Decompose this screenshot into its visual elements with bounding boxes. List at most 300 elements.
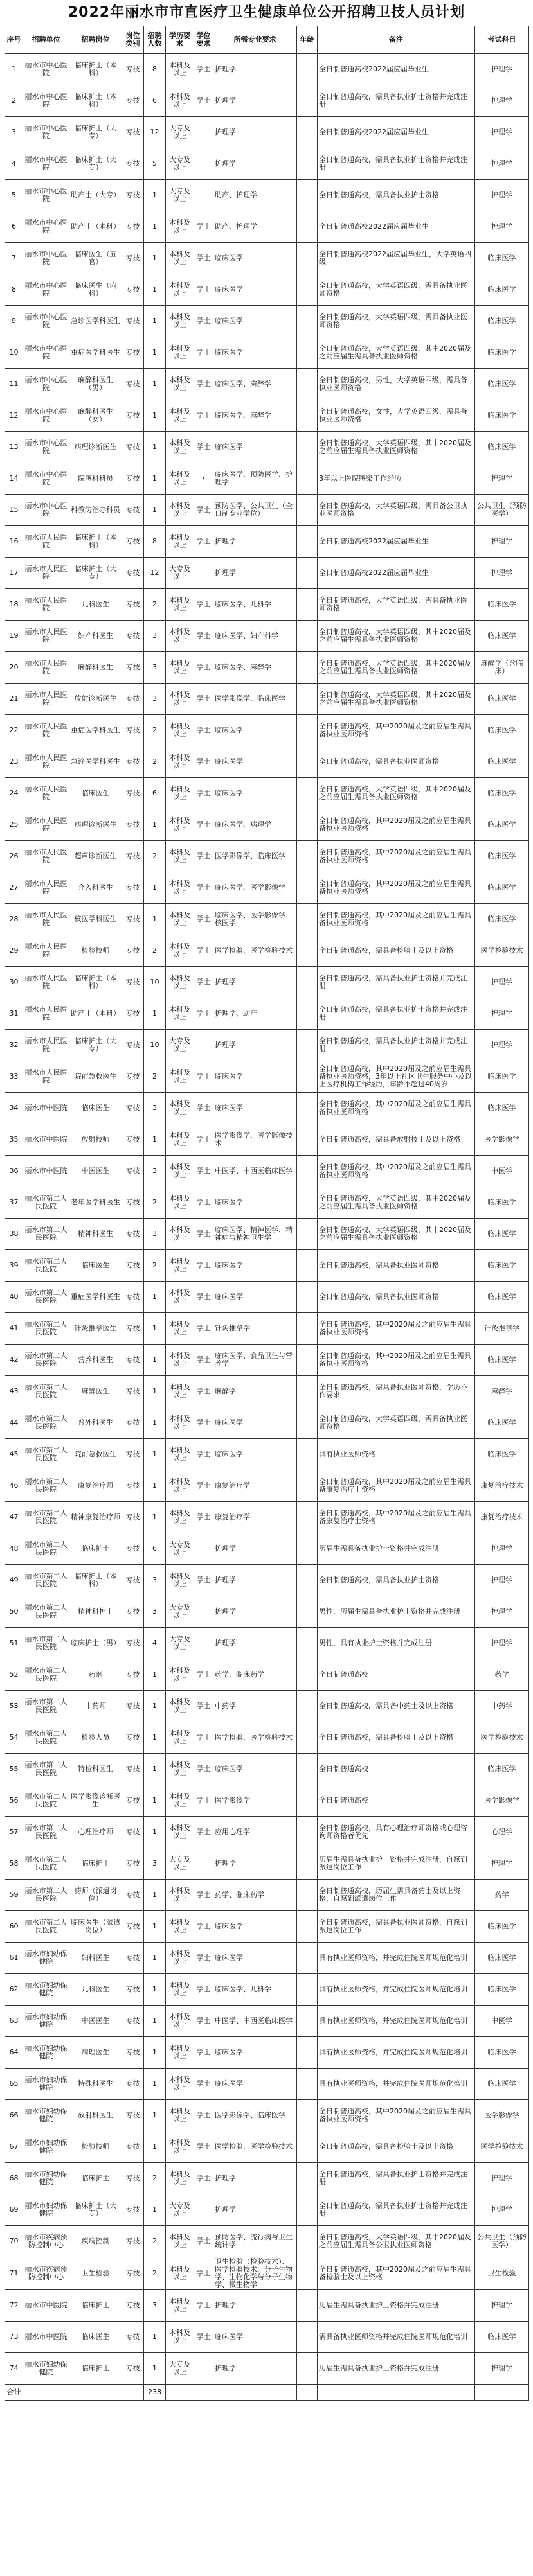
employer: 丽水市疾病预防控制中心 — [23, 2226, 69, 2257]
table-row — [5, 589, 529, 621]
table-row — [5, 2322, 529, 2353]
table-row — [5, 1187, 529, 1219]
row-number: 34 — [5, 1093, 23, 1124]
headcount: 1 — [144, 243, 166, 274]
remarks: 全日制普通高校，其中2020届及之前应届生需具备执业医师资格 — [318, 1345, 475, 1376]
exam-subject: 护理学 — [475, 2290, 529, 2322]
post-type: 专技 — [122, 1030, 144, 1061]
headcount: 2 — [144, 715, 166, 746]
major-requirement: 临床医学 — [213, 1407, 297, 1439]
post-type: 专技 — [122, 1219, 144, 1250]
table-row — [5, 1691, 529, 1722]
row-number: 64 — [5, 2037, 23, 2069]
degree: 学士 — [194, 746, 213, 778]
age — [297, 2194, 318, 2226]
employer: 丽水市中医院 — [23, 2322, 69, 2353]
position: 卫生检验 — [69, 2257, 122, 2290]
position: 麻醉科医生（女） — [69, 400, 122, 432]
remarks: 全日制普通高校，需具备执业护士资格并完成注册 — [318, 2163, 475, 2194]
major-requirement: 助产、护理学 — [213, 211, 297, 243]
post-type: 专技 — [122, 967, 144, 998]
major-requirement: 临床医学、食品卫生与营养学 — [213, 1345, 297, 1376]
row-number: 72 — [5, 2290, 23, 2322]
exam-subject: 针灸推拿学 — [475, 1313, 529, 1345]
headcount: 1 — [144, 2194, 166, 2226]
position: 急诊医学科医生 — [69, 746, 122, 778]
position: 临床医生 — [69, 778, 122, 809]
exam-subject: 药学 — [475, 1880, 529, 1911]
row-number: 66 — [5, 2100, 23, 2131]
post-type: 专技 — [122, 904, 144, 935]
table-row — [5, 684, 529, 715]
exam-subject: 护理学 — [475, 558, 529, 589]
post-type: 专技 — [122, 2353, 144, 2385]
table-row — [5, 180, 529, 211]
headcount: 1 — [144, 2100, 166, 2131]
education: 本科及以上 — [166, 684, 194, 715]
education: 本科及以上 — [166, 369, 194, 400]
table-row — [5, 432, 529, 463]
remarks: 全日制普通高校2022届应届毕业生 — [318, 558, 475, 589]
exam-subject: 临床医学 — [475, 746, 529, 778]
employer: 丽水市第二人民医院 — [23, 1439, 69, 1470]
headcount: 1 — [144, 2322, 166, 2353]
education: 本科及以上 — [166, 211, 194, 243]
column-header: 考试科目 — [475, 26, 529, 54]
row-number: 20 — [5, 652, 23, 684]
education: 本科及以上 — [166, 85, 194, 117]
major-requirement: 临床医学、麻醉学 — [213, 400, 297, 432]
position: 放射技师 — [69, 1124, 122, 1156]
position: 放射诊断医生 — [69, 684, 122, 715]
row-number: 7 — [5, 243, 23, 274]
major-requirement: 临床医学 — [213, 1187, 297, 1219]
post-type: 专技 — [122, 2100, 144, 2131]
remarks: 全日制普通高校，需具备执业护士资格并完成注册 — [318, 148, 475, 180]
post-type: 专技 — [122, 1817, 144, 1848]
row-number: 73 — [5, 2322, 23, 2353]
row-number: 71 — [5, 2257, 23, 2290]
degree: 学士 — [194, 400, 213, 432]
row-number: 6 — [5, 211, 23, 243]
post-type: 专技 — [122, 463, 144, 495]
education: 大专及以上 — [166, 1596, 194, 1628]
column-header: 招聘岗位 — [69, 26, 122, 54]
post-type: 专技 — [122, 54, 144, 85]
post-type: 专技 — [122, 148, 144, 180]
age — [297, 85, 318, 117]
table-row — [5, 1376, 529, 1407]
major-requirement: 临床医学、预防医学、护理学 — [213, 463, 297, 495]
position: 临床护士（大专） — [69, 1030, 122, 1061]
employer: 丽水市第二人民医院 — [23, 1407, 69, 1439]
headcount: 3 — [144, 1156, 166, 1187]
table-row — [5, 2069, 529, 2100]
major-requirement: 药学、临床药学 — [213, 1659, 297, 1691]
exam-subject: 临床医学 — [475, 1974, 529, 2006]
headcount: 2 — [144, 2226, 166, 2257]
total-row — [5, 2385, 529, 2401]
total-cell — [166, 2385, 194, 2401]
major-requirement: 麻醉学 — [213, 1376, 297, 1407]
employer: 丽水市第二人民医院 — [23, 1628, 69, 1659]
exam-subject: 临床医学 — [475, 1754, 529, 1785]
age — [297, 746, 318, 778]
exam-subject: 医学检验技术 — [475, 935, 529, 967]
degree: 学士 — [194, 2100, 213, 2131]
table-row — [5, 306, 529, 337]
headcount: 4 — [144, 1628, 166, 1659]
major-requirement: 医学影像学 — [213, 1785, 297, 1817]
age — [297, 1470, 318, 1502]
remarks: 全日制普通高校，其中2020届及之前应届生需具备康复治疗士资格 — [318, 1470, 475, 1502]
exam-subject: 护理学 — [475, 1533, 529, 1565]
position: 核医学科医生 — [69, 904, 122, 935]
exam-subject: 临床医学 — [475, 1061, 529, 1093]
exam-subject: 临床医学 — [475, 369, 529, 400]
post-type: 专技 — [122, 1093, 144, 1124]
degree: 学士 — [194, 526, 213, 558]
age — [297, 2226, 318, 2257]
post-type: 专技 — [122, 1911, 144, 1943]
post-type: 专技 — [122, 369, 144, 400]
employer: 丽水市人民医院 — [23, 1030, 69, 1061]
education: 本科及以上 — [166, 495, 194, 526]
education: 本科及以上 — [166, 1407, 194, 1439]
table-row — [5, 872, 529, 904]
remarks: 全日制普通高校，需具备执业护士资格 — [318, 180, 475, 211]
age — [297, 337, 318, 369]
major-requirement: 医学检验、医学检验技术 — [213, 2131, 297, 2163]
table-row — [5, 117, 529, 148]
headcount: 1 — [144, 1470, 166, 1502]
table-row — [5, 526, 529, 558]
employer: 丽水市中心医院 — [23, 432, 69, 463]
major-requirement: 临床医学、麻醉学 — [213, 369, 297, 400]
major-requirement: 护理学 — [213, 2290, 297, 2322]
employer: 丽水市妇幼保健院 — [23, 2069, 69, 2100]
major-requirement: 医学影像学、临床医学 — [213, 841, 297, 872]
age — [297, 1219, 318, 1250]
table-row — [5, 1628, 529, 1659]
headcount: 2 — [144, 841, 166, 872]
employer: 丽水市中心医院 — [23, 463, 69, 495]
table-row — [5, 1219, 529, 1250]
remarks: 全日制普通高校，大学英语四级，其中2020届及之前应届生需具备执业医师资格 — [318, 337, 475, 369]
headcount: 5 — [144, 148, 166, 180]
major-requirement: 医学检验、医学检验技术 — [213, 935, 297, 967]
major-requirement: 临床医学 — [213, 2322, 297, 2353]
exam-subject: 临床医学 — [475, 2037, 529, 2069]
exam-subject: 麻醉学（含临床） — [475, 652, 529, 684]
position: 精神科护士 — [69, 1596, 122, 1628]
employer: 丽水市第二人民医院 — [23, 1785, 69, 1817]
post-type: 专技 — [122, 778, 144, 809]
age — [297, 243, 318, 274]
age — [297, 400, 318, 432]
major-requirement: 临床医学 — [213, 778, 297, 809]
education: 大专及以上 — [166, 117, 194, 148]
exam-subject: 康复治疗技术 — [475, 1470, 529, 1502]
table-row — [5, 904, 529, 935]
remarks: 全日制普通高校，需具备执业护士资格并完成注册 — [318, 85, 475, 117]
exam-subject: 临床医学 — [475, 432, 529, 463]
age — [297, 1124, 318, 1156]
remarks: 全日制普通高校，女性，大学英语四级，需具备执业医师资格 — [318, 400, 475, 432]
position: 临床医生 — [69, 1250, 122, 1282]
age — [297, 1596, 318, 1628]
remarks: 全日制普通高校，大学英语四级，其中2020届及之前应届生需具备执业医师资格 — [318, 621, 475, 652]
education: 本科及以上 — [166, 1502, 194, 1533]
degree: 学士 — [194, 2006, 213, 2037]
major-requirement: 中医学、中西医临床医学 — [213, 2006, 297, 2037]
exam-subject: 护理学 — [475, 967, 529, 998]
post-type: 专技 — [122, 935, 144, 967]
education: 本科及以上 — [166, 1943, 194, 1974]
education: 大专及以上 — [166, 148, 194, 180]
position: 临床医生 — [69, 1093, 122, 1124]
age — [297, 2322, 318, 2353]
headcount: 1 — [144, 1943, 166, 1974]
headcount: 1 — [144, 1880, 166, 1911]
row-number: 12 — [5, 400, 23, 432]
age — [297, 1030, 318, 1061]
position: 科教防治办科员 — [69, 495, 122, 526]
major-requirement: 临床医学 — [213, 1061, 297, 1093]
employer: 丽水市中心医院 — [23, 117, 69, 148]
degree: 学士 — [194, 715, 213, 746]
remarks: 全日制普通高校，其中2020届及之前应届生需具备执业医师资格 — [318, 1093, 475, 1124]
exam-subject: 护理学 — [475, 85, 529, 117]
degree: 学士 — [194, 2069, 213, 2100]
major-requirement: 中药学 — [213, 1691, 297, 1722]
position: 临床护士（大专） — [69, 558, 122, 589]
remarks: 全日制普通高校，需具备执业护士资格并完成注册 — [318, 1030, 475, 1061]
remarks: 全日制普通高校2022届应届毕业生，大学英语四级 — [318, 243, 475, 274]
education: 本科及以上 — [166, 463, 194, 495]
table-row — [5, 1754, 529, 1785]
major-requirement: 护理学 — [213, 2353, 297, 2385]
education: 本科及以上 — [166, 778, 194, 809]
degree: 学士 — [194, 2322, 213, 2353]
table-row — [5, 1439, 529, 1470]
post-type: 专技 — [122, 1470, 144, 1502]
post-type: 专技 — [122, 621, 144, 652]
degree: 学士 — [194, 1093, 213, 1124]
remarks: 全日制普通高校，需具备执业护士资格 — [318, 1565, 475, 1596]
age — [297, 117, 318, 148]
employer: 丽水市人民医院 — [23, 872, 69, 904]
major-requirement: 医学影像学、临床医学 — [213, 684, 297, 715]
major-requirement: 助产、护理学 — [213, 180, 297, 211]
total-cell — [475, 2385, 529, 2401]
education: 大专及以上 — [166, 558, 194, 589]
degree: 学士 — [194, 1691, 213, 1722]
age — [297, 2353, 318, 2385]
age — [297, 872, 318, 904]
education: 大专及以上 — [166, 1030, 194, 1061]
remarks: 全日制普通高校，大学英语四级，需具备执业医师资格 — [318, 274, 475, 306]
age — [297, 432, 318, 463]
education: 本科及以上 — [166, 306, 194, 337]
degree — [194, 2353, 213, 2385]
position: 临床护士 — [69, 2163, 122, 2194]
employer: 丽水市妇幼保健院 — [23, 2194, 69, 2226]
degree: 学士 — [194, 2290, 213, 2322]
exam-subject: 临床医学 — [475, 306, 529, 337]
exam-subject: 临床医学 — [475, 684, 529, 715]
employer: 丽水市妇幼保健院 — [23, 2163, 69, 2194]
post-type: 专技 — [122, 1407, 144, 1439]
degree: 学士 — [194, 54, 213, 85]
employer: 丽水市人民医院 — [23, 809, 69, 841]
row-number: 69 — [5, 2194, 23, 2226]
age — [297, 2257, 318, 2290]
exam-subject: 临床医学 — [475, 1187, 529, 1219]
headcount: 8 — [144, 526, 166, 558]
age — [297, 1376, 318, 1407]
headcount: 3 — [144, 1219, 166, 1250]
degree: 学士 — [194, 809, 213, 841]
education: 本科及以上 — [166, 872, 194, 904]
degree: 学士 — [194, 1470, 213, 1502]
row-number: 10 — [5, 337, 23, 369]
exam-subject: 麻醉学 — [475, 1376, 529, 1407]
education: 本科及以上 — [166, 841, 194, 872]
employer: 丽水市中心医院 — [23, 369, 69, 400]
post-type: 专技 — [122, 998, 144, 1030]
headcount: 3 — [144, 652, 166, 684]
degree: 学士 — [194, 904, 213, 935]
employer: 丽水市人民医院 — [23, 778, 69, 809]
row-number: 40 — [5, 1282, 23, 1313]
headcount: 1 — [144, 463, 166, 495]
table-body — [5, 54, 529, 2385]
headcount: 12 — [144, 117, 166, 148]
major-requirement: 临床医学 — [213, 2037, 297, 2069]
post-type: 专技 — [122, 1659, 144, 1691]
exam-subject: 临床医学 — [475, 841, 529, 872]
employer: 丽水市中心医院 — [23, 337, 69, 369]
post-type: 专技 — [122, 1722, 144, 1754]
row-number: 5 — [5, 180, 23, 211]
education: 本科及以上 — [166, 904, 194, 935]
education: 大专及以上 — [166, 2353, 194, 2385]
education: 本科及以上 — [166, 432, 194, 463]
table-row — [5, 2163, 529, 2194]
headcount: 3 — [144, 1565, 166, 1596]
post-type: 专技 — [122, 495, 144, 526]
exam-subject: 临床医学 — [475, 621, 529, 652]
headcount: 1 — [144, 1502, 166, 1533]
row-number: 31 — [5, 998, 23, 1030]
position: 普外科医生 — [69, 1407, 122, 1439]
row-number: 11 — [5, 369, 23, 400]
education: 本科及以上 — [166, 2290, 194, 2322]
position: 急诊医学科医生 — [69, 306, 122, 337]
table-row — [5, 998, 529, 1030]
row-number: 37 — [5, 1187, 23, 1219]
position: 特殊科医生 — [69, 2069, 122, 2100]
headcount: 1 — [144, 1754, 166, 1785]
education: 本科及以上 — [166, 274, 194, 306]
row-number: 49 — [5, 1565, 23, 1596]
position: 特检科医生 — [69, 1754, 122, 1785]
table-row — [5, 369, 529, 400]
position: 妇科医生 — [69, 1943, 122, 1974]
degree: 学士 — [194, 2257, 213, 2290]
exam-subject: 临床医学 — [475, 1282, 529, 1313]
position: 药师（派遣岗位） — [69, 1880, 122, 1911]
age — [297, 2163, 318, 2194]
degree — [194, 180, 213, 211]
age — [297, 211, 318, 243]
post-type: 专技 — [122, 274, 144, 306]
table-row — [5, 2006, 529, 2037]
row-number: 68 — [5, 2163, 23, 2194]
exam-subject: 临床医学 — [475, 1439, 529, 1470]
major-requirement: 临床医学 — [213, 2069, 297, 2100]
exam-subject: 临床医学 — [475, 904, 529, 935]
row-number: 38 — [5, 1219, 23, 1250]
table-row — [5, 1470, 529, 1502]
major-requirement: 临床医学 — [213, 1439, 297, 1470]
employer: 丽水市人民医院 — [23, 967, 69, 998]
degree: 学士 — [194, 1282, 213, 1313]
degree — [194, 1848, 213, 1880]
row-number: 39 — [5, 1250, 23, 1282]
remarks: 全日制普通高校，大学英语四级，需具备执业医师资格 — [318, 1407, 475, 1439]
column-header: 序号 — [5, 26, 23, 54]
degree — [194, 1628, 213, 1659]
employer: 丽水市人民医院 — [23, 652, 69, 684]
major-requirement: 药学、临床药学 — [213, 1880, 297, 1911]
education: 本科及以上 — [166, 2131, 194, 2163]
total-cell — [23, 2385, 69, 2401]
exam-subject: 临床医学 — [475, 1219, 529, 1250]
remarks: 历届生需具备执业护士资格并完成注册 — [318, 2353, 475, 2385]
position: 介入科医生 — [69, 872, 122, 904]
post-type: 专技 — [122, 1691, 144, 1722]
age — [297, 1407, 318, 1439]
table-row — [5, 337, 529, 369]
post-type: 专技 — [122, 809, 144, 841]
column-header: 岗位类别 — [122, 26, 144, 54]
headcount: 3 — [144, 1848, 166, 1880]
degree: 学士 — [194, 1754, 213, 1785]
table-row — [5, 1156, 529, 1187]
employer: 丽水市人民医院 — [23, 904, 69, 935]
column-header: 学位要求 — [194, 26, 213, 54]
education: 本科及以上 — [166, 2163, 194, 2194]
age — [297, 1691, 318, 1722]
remarks: 需具备执业医师资格并完成住院医师规范化培训 — [318, 2322, 475, 2353]
total-value: 238 — [144, 2385, 166, 2401]
post-type: 专技 — [122, 526, 144, 558]
table-row — [5, 652, 529, 684]
post-type: 专技 — [122, 243, 144, 274]
remarks: 历届生需具备执业护士资格并完成注册，自愿到派遣岗位工作 — [318, 1848, 475, 1880]
row-number: 47 — [5, 1502, 23, 1533]
exam-subject: 临床医学 — [475, 872, 529, 904]
position: 重症医学科医生 — [69, 1282, 122, 1313]
page-title: 2022年丽水市市直医疗卫生健康单位公开招聘卫技人员计划 — [68, 4, 465, 21]
employer: 丽水市第二人民医院 — [23, 1282, 69, 1313]
degree: 学士 — [194, 1502, 213, 1533]
exam-subject: 医学影像学 — [475, 2100, 529, 2131]
education: 本科及以上 — [166, 715, 194, 746]
position: 临床护士（大专） — [69, 2194, 122, 2226]
